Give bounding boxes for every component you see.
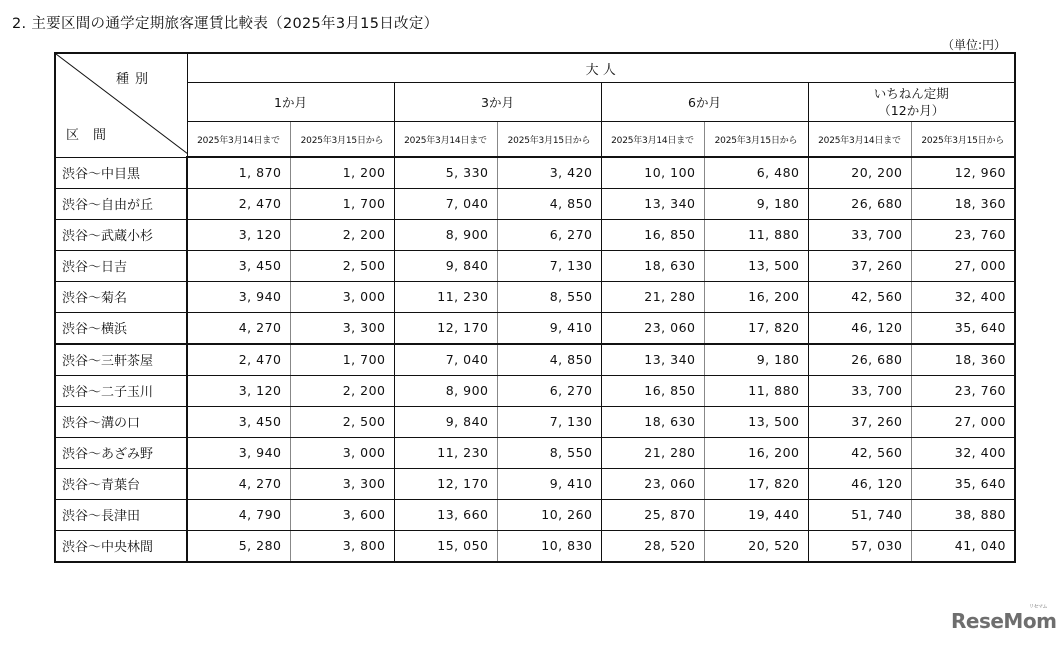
fare-value: 8, 900 (394, 219, 497, 250)
fare-value: 5, 330 (394, 157, 497, 188)
fare-value: 3, 120 (187, 219, 290, 250)
fare-value: 18, 360 (911, 188, 1015, 219)
fare-value: 3, 120 (187, 375, 290, 406)
date-header-before: 2025年3月14日まで (394, 122, 497, 158)
fare-value: 8, 550 (497, 437, 601, 468)
section-name: 渋谷～菊名 (55, 281, 187, 312)
fare-value: 32, 400 (911, 437, 1015, 468)
fare-value: 3, 000 (290, 281, 394, 312)
section-name: 渋谷～三軒茶屋 (55, 344, 187, 376)
fare-value: 2, 470 (187, 344, 290, 376)
corner-label-section: 区間 (66, 128, 121, 143)
fare-value: 17, 820 (704, 312, 808, 344)
fare-value: 4, 270 (187, 468, 290, 499)
fare-value: 1, 700 (290, 188, 394, 219)
fare-value: 9, 410 (497, 312, 601, 344)
fare-value: 10, 260 (497, 499, 601, 530)
fare-value: 13, 500 (704, 250, 808, 281)
date-header-after: 2025年3月15日から (290, 122, 394, 158)
fare-value: 18, 630 (601, 406, 704, 437)
section-name: 渋谷～日吉 (55, 250, 187, 281)
fare-value: 11, 230 (394, 281, 497, 312)
fare-value: 11, 230 (394, 437, 497, 468)
fare-value: 27, 000 (911, 250, 1015, 281)
table-row (55, 219, 1015, 250)
fare-value: 6, 270 (497, 219, 601, 250)
fare-value: 8, 550 (497, 281, 601, 312)
table-row (55, 375, 1015, 406)
date-header-before: 2025年3月14日まで (601, 122, 704, 158)
fare-value: 4, 850 (497, 188, 601, 219)
fare-value: 35, 640 (911, 312, 1015, 344)
table-row (55, 530, 1015, 562)
table-row (55, 344, 1015, 376)
fare-value: 25, 870 (601, 499, 704, 530)
date-header-after: 2025年3月15日から (497, 122, 601, 158)
fare-value: 7, 130 (497, 250, 601, 281)
fare-value: 23, 060 (601, 468, 704, 499)
fare-value: 41, 040 (911, 530, 1015, 562)
fare-value: 4, 850 (497, 344, 601, 376)
fare-value: 11, 880 (704, 375, 808, 406)
fare-value: 26, 680 (808, 344, 911, 376)
period-header-3m: 3か月 (394, 83, 601, 122)
fare-value: 46, 120 (808, 468, 911, 499)
date-header-before: 2025年3月14日まで (808, 122, 911, 158)
fare-value: 7, 040 (394, 188, 497, 219)
fare-value: 20, 520 (704, 530, 808, 562)
fare-value: 28, 520 (601, 530, 704, 562)
table-row (55, 468, 1015, 499)
fare-value: 42, 560 (808, 281, 911, 312)
fare-value: 19, 440 (704, 499, 808, 530)
fare-value: 3, 940 (187, 281, 290, 312)
fare-value: 15, 050 (394, 530, 497, 562)
fare-value: 1, 870 (187, 157, 290, 188)
fare-value: 32, 400 (911, 281, 1015, 312)
fare-value: 23, 060 (601, 312, 704, 344)
fare-value: 2, 500 (290, 406, 394, 437)
fare-value: 37, 260 (808, 406, 911, 437)
fare-value: 3, 420 (497, 157, 601, 188)
fare-value: 3, 600 (290, 499, 394, 530)
fare-value: 7, 040 (394, 344, 497, 376)
fare-value: 3, 800 (290, 530, 394, 562)
fare-value: 12, 170 (394, 312, 497, 344)
fare-value: 3, 000 (290, 437, 394, 468)
table-row (55, 437, 1015, 468)
table-row (55, 281, 1015, 312)
fare-value: 1, 200 (290, 157, 394, 188)
section-name: 渋谷～溝の口 (55, 406, 187, 437)
fare-value: 12, 170 (394, 468, 497, 499)
fare-value: 6, 480 (704, 157, 808, 188)
fare-value: 3, 300 (290, 468, 394, 499)
fare-value: 11, 880 (704, 219, 808, 250)
table-row (55, 188, 1015, 219)
fare-value: 16, 850 (601, 375, 704, 406)
table-row (55, 157, 1015, 188)
fare-value: 18, 630 (601, 250, 704, 281)
unit-label: （単位:円） (942, 38, 1007, 52)
fare-value: 4, 270 (187, 312, 290, 344)
table-row (55, 499, 1015, 530)
document-title: 2. 主要区間の通学定期旅客運賃比較表（2025年3月15日改定） (12, 16, 439, 32)
fare-value: 5, 280 (187, 530, 290, 562)
fare-value: 20, 200 (808, 157, 911, 188)
table-row (55, 406, 1015, 437)
fare-value: 9, 180 (704, 188, 808, 219)
fare-value: 7, 130 (497, 406, 601, 437)
fare-value: 51, 740 (808, 499, 911, 530)
fare-value: 35, 640 (911, 468, 1015, 499)
date-header-before: 2025年3月14日まで (187, 122, 290, 158)
fare-value: 23, 760 (911, 219, 1015, 250)
fare-value: 21, 280 (601, 281, 704, 312)
section-name: 渋谷～あざみ野 (55, 437, 187, 468)
section-name: 渋谷～青葉台 (55, 468, 187, 499)
corner-header-cell (55, 53, 187, 157)
fare-value: 33, 700 (808, 375, 911, 406)
fare-value: 2, 200 (290, 375, 394, 406)
date-header-after: 2025年3月15日から (704, 122, 808, 158)
fare-value: 16, 200 (704, 437, 808, 468)
section-name: 渋谷～中央林間 (55, 530, 187, 562)
fare-value: 10, 830 (497, 530, 601, 562)
fare-value: 9, 410 (497, 468, 601, 499)
fare-value: 3, 450 (187, 250, 290, 281)
fare-value: 4, 790 (187, 499, 290, 530)
section-name: 渋谷～自由が丘 (55, 188, 187, 219)
fare-value: 18, 360 (911, 344, 1015, 376)
adult-group-header: 大 人 (187, 53, 1015, 83)
fare-value: 2, 500 (290, 250, 394, 281)
fare-value: 9, 180 (704, 344, 808, 376)
fare-value: 33, 700 (808, 219, 911, 250)
fare-value: 13, 660 (394, 499, 497, 530)
fare-value: 57, 030 (808, 530, 911, 562)
fare-value: 27, 000 (911, 406, 1015, 437)
period-header-12m: いちねん定期 （12か月） (808, 83, 1015, 122)
fare-value: 23, 760 (911, 375, 1015, 406)
fare-value: 2, 470 (187, 188, 290, 219)
fare-value: 8, 900 (394, 375, 497, 406)
fare-value: 21, 280 (601, 437, 704, 468)
period-header-6m: 6か月 (601, 83, 808, 122)
fare-value: 1, 700 (290, 344, 394, 376)
fare-value: 16, 200 (704, 281, 808, 312)
fare-comparison-table (54, 52, 1016, 563)
period-header-1m: 1か月 (187, 83, 394, 122)
fare-value: 13, 340 (601, 188, 704, 219)
fare-value: 26, 680 (808, 188, 911, 219)
fare-value: 12, 960 (911, 157, 1015, 188)
fare-value: 13, 340 (601, 344, 704, 376)
fare-value: 13, 500 (704, 406, 808, 437)
fare-value: 9, 840 (394, 250, 497, 281)
fare-value: 3, 940 (187, 437, 290, 468)
fare-value: 46, 120 (808, 312, 911, 344)
fare-value: 6, 270 (497, 375, 601, 406)
fare-value: 3, 300 (290, 312, 394, 344)
fare-value: 42, 560 (808, 437, 911, 468)
fare-value: 3, 450 (187, 406, 290, 437)
corner-label-type: 種別 (116, 72, 155, 87)
fare-value: 17, 820 (704, 468, 808, 499)
section-name: 渋谷～二子玉川 (55, 375, 187, 406)
fare-value: 37, 260 (808, 250, 911, 281)
section-name: 渋谷～中目黒 (55, 157, 187, 188)
table-row (55, 250, 1015, 281)
section-name: 渋谷～武蔵小杉 (55, 219, 187, 250)
section-name: 渋谷～横浜 (55, 312, 187, 344)
fare-value: 2, 200 (290, 219, 394, 250)
fare-value: 38, 880 (911, 499, 1015, 530)
fare-value: 16, 850 (601, 219, 704, 250)
table-row (55, 312, 1015, 344)
fare-value: 9, 840 (394, 406, 497, 437)
fare-value: 10, 100 (601, 157, 704, 188)
section-name: 渋谷～長津田 (55, 499, 187, 530)
date-header-after: 2025年3月15日から (911, 122, 1015, 158)
resemom-logo: ReseMom リセマム (951, 604, 1057, 633)
